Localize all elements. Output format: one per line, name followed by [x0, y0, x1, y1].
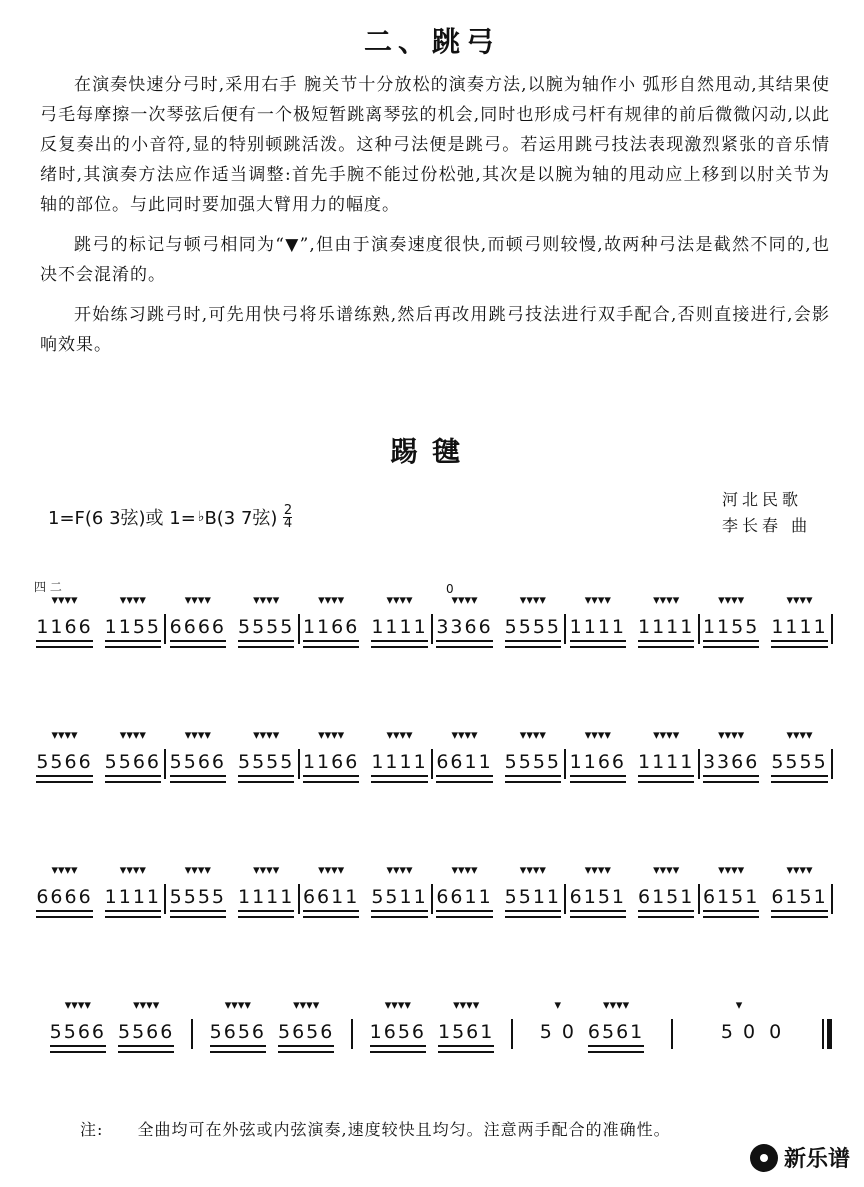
note-group: 1111: [771, 616, 827, 642]
beat: [570, 725, 626, 783]
key-text-2: B(3 7弦): [204, 508, 278, 529]
note-group: 5555: [238, 616, 294, 642]
song-title: 踢毽: [389, 435, 474, 468]
sixteenth-underline: [436, 644, 492, 648]
note-group: 6611: [303, 886, 359, 912]
footer-label: 注:: [80, 1120, 104, 1139]
sixteenth-underline: [238, 914, 294, 918]
beat: [703, 725, 759, 783]
measure: [165, 725, 298, 783]
staccato-marks: ▾▾▾▾: [451, 863, 478, 878]
staccato-marks: ▾▾▾▾: [386, 863, 413, 878]
staccato-marks: ▾▾▾▾: [519, 593, 546, 608]
logo-text: 新乐谱: [783, 1147, 850, 1172]
key-text-1: 1=F(6 3弦)或 1=: [48, 508, 196, 529]
paragraph: 在演奏快速分弓时,采用右手 腕关节十分放松的演奏方法,以腕为轴作小 弧形自然甩动,其结果使弓毛每摩擦一次琴弦后便有一个极短暂跳离琴弦的机会,同时也形成弓杆有规律的前后微微闪动,以此反复奏出的小音符,显的特别顿跳活泼。这种弓法便是跳弓。若运用跳弓技法表现激烈紧张的音乐情绪时,其演奏方法应作适当调整:首先手腕不能过份松弛,其次是以腕为轴的甩动应上移到以肘关节为轴的部位。与此同时要加强大臂用力的幅度。: [40, 75, 830, 215]
sixteenth-underline: [505, 779, 561, 783]
sixteenth-underline: [771, 779, 827, 783]
note-group: 6151: [638, 886, 694, 912]
attribution: [722, 487, 811, 539]
beat: [638, 860, 694, 918]
staccato-marks: ▾▾▾▾: [253, 728, 280, 743]
beat: [238, 590, 294, 648]
measure: [699, 590, 832, 648]
time-bottom: 4: [283, 515, 293, 531]
note-group: 1155: [703, 616, 759, 642]
measure: [565, 590, 698, 648]
note-group: 6611: [436, 751, 492, 777]
sixteenth-underline: [303, 779, 359, 783]
staccato-marks: ▾▾▾▾: [384, 998, 411, 1013]
staccato-marks: ▾▾▾▾: [64, 998, 91, 1013]
sixteenth-underline: [771, 644, 827, 648]
staccato-marks: ▾▾▾▾: [653, 728, 680, 743]
beat: [118, 995, 174, 1053]
note-group: 5566: [105, 751, 161, 777]
staccato-marks: ▾▾▾▾: [519, 728, 546, 743]
note-group: 5566: [50, 1021, 106, 1047]
measure: [699, 725, 832, 783]
sixteenth-underline: [436, 779, 492, 783]
measure: [165, 590, 298, 648]
measure: [512, 995, 672, 1053]
staccato-marks: ▾▾▾▾: [184, 728, 211, 743]
staccato-marks: ▾: [735, 998, 743, 1013]
sixteenth-underline: [278, 1049, 334, 1053]
beat: [238, 860, 294, 918]
note-group: 6611: [436, 886, 492, 912]
beat: [303, 590, 359, 648]
beat: [588, 995, 644, 1053]
note-group: 1166: [303, 616, 359, 642]
note-group: 5566: [118, 1021, 174, 1047]
beat: [703, 860, 759, 918]
beat: [50, 995, 106, 1053]
staccato-marks: ▾▾▾▾: [603, 998, 630, 1013]
beat: [505, 725, 561, 783]
sixteenth-underline: [105, 914, 161, 918]
staccato-marks: ▾▾▾▾: [451, 593, 478, 608]
sixteenth-underline: [36, 779, 92, 783]
beat: [703, 590, 759, 648]
beat: [436, 860, 492, 918]
sixteenth-underline: [238, 644, 294, 648]
fingering-mark: 四 二: [34, 580, 62, 594]
sixteenth-underline: [371, 779, 427, 783]
note-group: 5511: [505, 886, 561, 912]
sixteenth-underline: [210, 1049, 266, 1053]
paragraph: 跳弓的标记与顿弓相同为“▼”,但由于演奏速度很快,而顿弓则较慢,故两种弓法是截然不同的,也决不会混淆的。: [40, 235, 830, 285]
flat-sign: ♭: [197, 509, 205, 525]
note-group: 1111: [371, 751, 427, 777]
staccato-marks: ▾▾▾▾: [786, 728, 813, 743]
staccato-marks: ▾▾▾▾: [386, 728, 413, 743]
measure: [299, 725, 432, 783]
sixteenth-underline: [638, 644, 694, 648]
staccato-marks: ▾▾▾▾: [119, 728, 146, 743]
beat: [36, 860, 92, 918]
beat: [170, 725, 226, 783]
note-group: 6561: [588, 1021, 644, 1047]
staccato-marks: ▾▾▾▾: [718, 593, 745, 608]
beat: [505, 590, 561, 648]
note-group: 5566: [36, 751, 92, 777]
staccato-marks: ▾▾▾▾: [584, 863, 611, 878]
measure: [32, 995, 192, 1053]
note-group: 0: [769, 1021, 784, 1043]
beat: [170, 590, 226, 648]
record-disc-icon: [750, 1144, 778, 1172]
staccato-marks: ▾▾▾▾: [318, 863, 345, 878]
staccato-marks: ▾▾▾▾: [293, 998, 320, 1013]
note-group: 1561: [438, 1021, 494, 1047]
staccato-marks: ▾▾▾▾: [786, 863, 813, 878]
measure: [432, 590, 565, 648]
staccato-marks: ▾▾▾▾: [51, 728, 78, 743]
sixteenth-underline: [303, 914, 359, 918]
paragraph: 开始练习跳弓时,可先用快弓将乐谱练熟,然后再改用跳弓技法进行双手配合,否则直接进行,会影响效果。: [40, 305, 830, 355]
measure: [432, 860, 565, 918]
sixteenth-underline: [570, 644, 626, 648]
note-group: 1155: [105, 616, 161, 642]
note-group: 3366: [703, 751, 759, 777]
barline: [831, 884, 833, 914]
beat: [105, 860, 161, 918]
harmonic-mark: 0: [446, 582, 454, 596]
beat: [570, 590, 626, 648]
note-group: 1111: [371, 616, 427, 642]
sixteenth-underline: [570, 779, 626, 783]
staccato-marks: ▾▾▾▾: [119, 863, 146, 878]
staccato-marks: ▾▾▾▾: [653, 863, 680, 878]
beat: [771, 725, 827, 783]
note-group: 5 0: [539, 1021, 576, 1043]
sixteenth-underline: [36, 644, 92, 648]
sixteenth-underline: [371, 914, 427, 918]
note-group: 5656: [210, 1021, 266, 1047]
time-signature: [283, 502, 293, 531]
beat: [771, 590, 827, 648]
note-group: 1111: [638, 616, 694, 642]
note-group: 1111: [638, 751, 694, 777]
note-group: 5555: [238, 751, 294, 777]
note-group: 1656: [370, 1021, 426, 1047]
staccato-marks: ▾▾▾▾: [519, 863, 546, 878]
sixteenth-underline: [50, 1049, 106, 1053]
beat: [436, 725, 492, 783]
sixteenth-underline: [638, 779, 694, 783]
score-row: [32, 560, 832, 695]
staccato-marks: ▾▾▾▾: [119, 593, 146, 608]
note-group: 5656: [278, 1021, 334, 1047]
sixteenth-underline: [370, 1049, 426, 1053]
sixteenth-underline: [703, 644, 759, 648]
beat: [36, 725, 92, 783]
beat: [638, 590, 694, 648]
final-barline: [822, 1019, 832, 1049]
staccato-marks: ▾▾▾▾: [51, 593, 78, 608]
sixteenth-underline: [105, 644, 161, 648]
sixteenth-underline: [118, 1049, 174, 1053]
sixteenth-underline: [436, 914, 492, 918]
staccato-marks: ▾▾▾▾: [224, 998, 251, 1013]
note-group: 5566: [170, 751, 226, 777]
measure: [32, 725, 165, 783]
note-group: 5 0: [720, 1021, 758, 1043]
measure: [432, 725, 565, 783]
score-row: [32, 965, 832, 1100]
staccato-marks: ▾▾▾▾: [653, 593, 680, 608]
sixteenth-underline: [638, 914, 694, 918]
staccato-marks: ▾▾▾▾: [184, 593, 211, 608]
note-group: 5511: [371, 886, 427, 912]
note-group: 5555: [170, 886, 226, 912]
beat: [505, 860, 561, 918]
note-group: 6151: [570, 886, 626, 912]
song-origin: 河北民歌: [722, 490, 803, 509]
section-title: 二、跳弓: [363, 25, 500, 58]
staccato-marks: ▾▾▾▾: [584, 728, 611, 743]
beat: [771, 860, 827, 918]
note-group: 5555: [505, 751, 561, 777]
beat: [540, 995, 576, 1045]
staccato-marks: ▾▾▾▾: [718, 728, 745, 743]
beat: [371, 860, 427, 918]
barline: [831, 749, 833, 779]
barline: [831, 614, 833, 644]
note-group: 3366: [436, 616, 492, 642]
sixteenth-underline: [570, 914, 626, 918]
beat: [303, 860, 359, 918]
staccato-marks: ▾▾▾▾: [786, 593, 813, 608]
staccato-marks: ▾▾▾▾: [451, 728, 478, 743]
beat: [303, 725, 359, 783]
beat: [371, 590, 427, 648]
sixteenth-underline: [703, 914, 759, 918]
measure: [299, 860, 432, 918]
beat: [721, 995, 757, 1045]
beat: [278, 995, 334, 1053]
staccato-marks: ▾: [554, 998, 562, 1013]
sixteenth-underline: [771, 914, 827, 918]
beat: [371, 725, 427, 783]
measure: [192, 995, 352, 1053]
footer-note: [80, 1117, 671, 1140]
measure: [32, 590, 165, 648]
sixteenth-underline: [588, 1049, 644, 1053]
sixteenth-underline: [170, 644, 226, 648]
sixteenth-underline: [303, 644, 359, 648]
note-group: 1166: [36, 616, 92, 642]
note-group: 5555: [771, 751, 827, 777]
site-logo: [750, 1142, 850, 1173]
measure: [32, 860, 165, 918]
sixteenth-underline: [170, 779, 226, 783]
footer-text: 全曲均可在外弦或内弦演奏,速度较快且均匀。注意两手配合的准确性。: [137, 1120, 671, 1139]
measure: [299, 590, 432, 648]
composer: 李长春 曲: [722, 516, 812, 535]
beat: [238, 725, 294, 783]
note-group: 1111: [570, 616, 626, 642]
sixteenth-underline: [36, 914, 92, 918]
staccato-marks: ▾▾▾▾: [718, 863, 745, 878]
staccato-marks: ▾▾▾▾: [253, 593, 280, 608]
measure: [699, 860, 832, 918]
staccato-marks: ▾▾▾▾: [453, 998, 480, 1013]
beat: [436, 590, 492, 648]
beat: [638, 725, 694, 783]
beat: [210, 995, 266, 1053]
sixteenth-underline: [238, 779, 294, 783]
beat: [36, 590, 92, 648]
note-group: 1111: [105, 886, 161, 912]
score-row: [32, 830, 832, 965]
note-group: 1166: [303, 751, 359, 777]
measure: [352, 995, 512, 1053]
note-group: 6151: [771, 886, 827, 912]
staccato-marks: ▾▾▾▾: [386, 593, 413, 608]
note-group: 1111: [238, 886, 294, 912]
beat: [769, 995, 783, 1045]
sixteenth-underline: [170, 914, 226, 918]
beat: [105, 725, 161, 783]
note-group: 5555: [505, 616, 561, 642]
score-row: [32, 695, 832, 830]
beat: [370, 995, 426, 1053]
measure: [565, 860, 698, 918]
staccato-marks: ▾▾▾▾: [584, 593, 611, 608]
sixteenth-underline: [105, 779, 161, 783]
note-group: 6666: [170, 616, 226, 642]
beat: [438, 995, 494, 1053]
note-group: 1166: [570, 751, 626, 777]
beat: [570, 860, 626, 918]
sixteenth-underline: [438, 1049, 494, 1053]
beat: [105, 590, 161, 648]
staccato-marks: ▾▾▾▾: [318, 728, 345, 743]
staccato-marks: ▾▾▾▾: [184, 863, 211, 878]
measure: [565, 725, 698, 783]
note-group: 6666: [36, 886, 92, 912]
staccato-marks: ▾▾▾▾: [253, 863, 280, 878]
staccato-marks: ▾▾▾▾: [51, 863, 78, 878]
staccato-marks: ▾▾▾▾: [318, 593, 345, 608]
sixteenth-underline: [371, 644, 427, 648]
key-signature: [48, 504, 292, 530]
note-group: 6151: [703, 886, 759, 912]
body-text: [40, 70, 830, 370]
time-top: 2: [283, 502, 293, 518]
sixteenth-underline: [703, 779, 759, 783]
measure: [672, 995, 832, 1045]
sixteenth-underline: [505, 914, 561, 918]
beat: [170, 860, 226, 918]
measure: [165, 860, 298, 918]
sixteenth-underline: [505, 644, 561, 648]
staccato-marks: ▾▾▾▾: [133, 998, 160, 1013]
